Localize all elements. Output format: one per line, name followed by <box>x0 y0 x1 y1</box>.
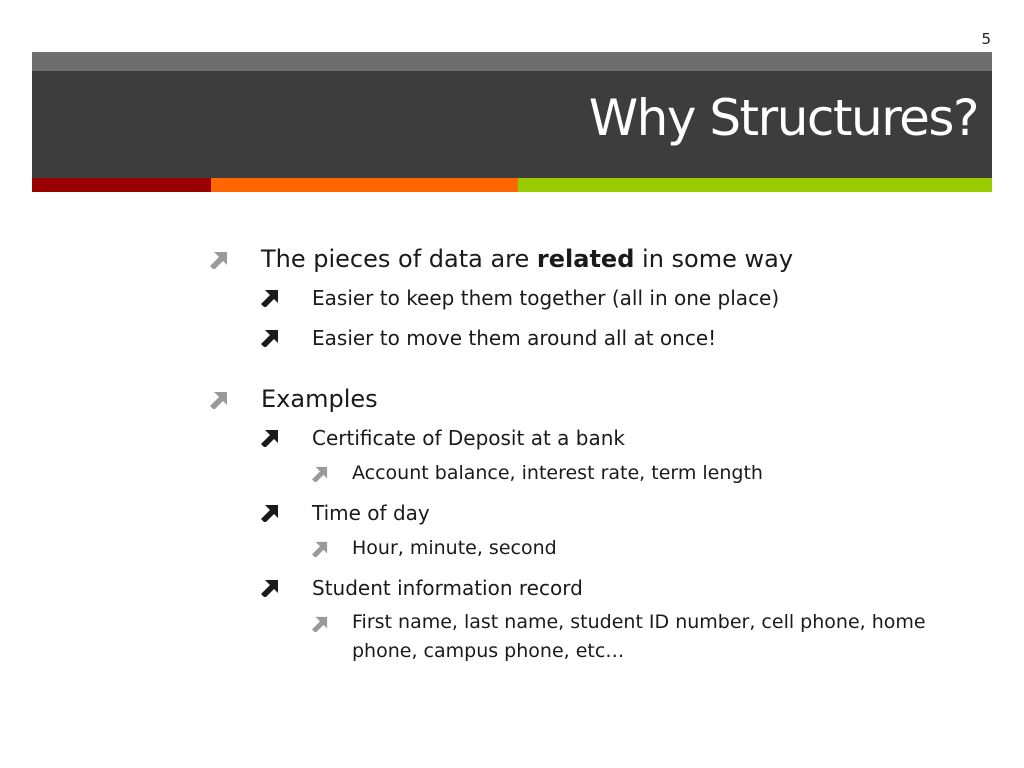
sub-bullet-text: Certificate of Deposit at a bank <box>312 426 625 450</box>
sub-sub-bullet <box>312 458 970 488</box>
sub-bullet <box>261 278 970 318</box>
bullet-text: Examples <box>261 385 378 413</box>
sub-sub-list <box>312 608 970 666</box>
slide-content <box>210 240 970 671</box>
accent-bar-orange <box>211 178 518 192</box>
arrow-up-right-icon <box>261 504 279 522</box>
title-bar <box>32 71 992 178</box>
arrow-up-right-icon <box>261 579 279 597</box>
sub-bullet <box>261 418 970 488</box>
accent-bar-red <box>32 178 211 192</box>
sub-bullet <box>261 318 970 358</box>
sub-bullet-text: Easier to keep them together (all in one place) <box>312 286 780 310</box>
sub-sub-bullet-text: Hour, minute, second <box>352 537 557 559</box>
arrow-up-right-icon <box>261 329 279 347</box>
sub-sub-list <box>312 533 970 563</box>
sub-sub-list <box>312 458 970 488</box>
header-top-stripe <box>32 52 992 71</box>
sub-sub-bullet <box>312 533 970 563</box>
bullet-list <box>210 240 970 666</box>
slide-number: 5 <box>981 30 991 48</box>
sub-bullet <box>261 493 970 563</box>
arrow-up-right-icon <box>312 466 328 482</box>
sub-bullet-text: Student information record <box>312 576 583 600</box>
sub-list <box>261 278 970 358</box>
sub-sub-bullet-text: Account balance, interest rate, term length <box>352 462 763 484</box>
sub-bullet-text: Easier to move them around all at once! <box>312 326 717 350</box>
bullet-text-post: in some way <box>634 245 794 273</box>
arrow-up-right-icon <box>312 616 328 632</box>
sub-sub-bullet <box>312 608 970 666</box>
arrow-up-right-icon <box>261 429 279 447</box>
sub-bullet-text: Time of day <box>312 501 430 525</box>
sub-bullet <box>261 568 970 666</box>
accent-bar-green <box>518 178 992 192</box>
arrow-up-right-icon <box>210 251 228 269</box>
bullet-examples <box>210 380 970 666</box>
bullet-text-bold: related <box>536 245 635 273</box>
arrow-up-right-icon <box>210 391 228 409</box>
slide-title: Why Structures? <box>588 89 978 147</box>
arrow-up-right-icon <box>312 541 328 557</box>
arrow-up-right-icon <box>261 289 279 307</box>
bullet-text-pre: The pieces of data are <box>261 245 537 273</box>
bullet-related <box>210 240 970 358</box>
sub-list <box>261 418 970 666</box>
sub-sub-bullet-text: First name, last name, student ID number, cell phone, home phone, campus phone, etc… <box>352 611 926 662</box>
